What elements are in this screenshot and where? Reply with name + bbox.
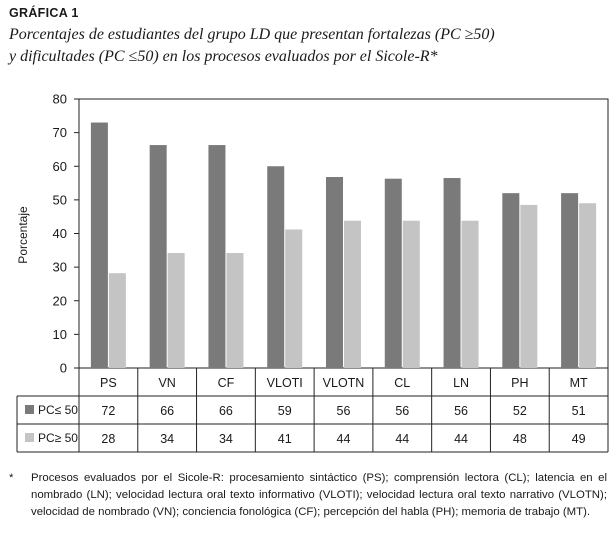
data-table	[17, 368, 608, 452]
bar-pc-ge-50-cl	[403, 221, 420, 368]
data-label: 56	[395, 404, 410, 418]
x-category-label: PS	[100, 376, 117, 390]
bar-chart	[0, 80, 613, 455]
y-axis-label: Porcentaje	[16, 206, 30, 264]
y-tick-label: 80	[52, 91, 67, 107]
y-tick-label: 30	[52, 259, 67, 275]
legend-label: PC≤ 50	[38, 403, 78, 417]
y-tick-label: 40	[52, 226, 67, 241]
data-label: 41	[277, 432, 292, 446]
chart-title	[9, 24, 599, 68]
x-category-label: PH	[511, 376, 529, 390]
bar-pc-le-50-cf	[208, 145, 225, 368]
footnote	[9, 470, 607, 521]
chart-title-line-2: y dificultades (PC ≤50) en los procesos evaluados por el Sicole-R*	[9, 48, 438, 65]
x-category-label: VN	[158, 376, 176, 390]
data-label: 34	[160, 432, 175, 446]
bar-pc-le-50-ph	[502, 193, 519, 368]
x-category-label: CF	[217, 376, 235, 390]
y-tick-label: 70	[52, 125, 67, 141]
y-tick-label: 50	[52, 192, 67, 208]
legend-label: PC≥ 50	[38, 431, 78, 445]
bar-pc-le-50-vloti	[267, 166, 284, 368]
legend-swatch-pc-le-50	[25, 405, 34, 414]
x-category-label: CL	[394, 376, 411, 390]
bar-pc-ge-50-vlotn	[344, 221, 361, 368]
bar-pc-ge-50-ln	[462, 221, 479, 368]
x-category-label: LN	[453, 376, 470, 390]
y-tick-label: 0	[59, 360, 67, 376]
figure-label: GRÁFICA 1	[9, 6, 79, 20]
x-category-label: MT	[569, 376, 588, 390]
chart-title-line-1: Porcentajes de estudiantes del grupo LD que presentan fortalezas (PC ≥50)	[9, 26, 495, 43]
bar-pc-le-50-mt	[561, 193, 578, 368]
data-label: 44	[336, 432, 351, 446]
data-label: 34	[218, 432, 233, 446]
data-label: 28	[101, 432, 116, 446]
bar-pc-le-50-cl	[385, 179, 402, 368]
bar-pc-ge-50-vn	[168, 253, 185, 368]
data-label: 66	[218, 404, 233, 418]
bar-pc-ge-50-vloti	[285, 229, 302, 368]
footnote-mark: *	[9, 472, 14, 484]
bar-pc-le-50-ln	[444, 178, 461, 368]
bar-pc-ge-50-cf	[226, 253, 243, 368]
data-label: 52	[512, 404, 527, 418]
y-axis	[53, 92, 79, 376]
y-tick-label: 20	[52, 293, 67, 309]
bar-pc-ge-50-ps	[109, 273, 126, 368]
y-tick-label: 60	[52, 158, 67, 174]
bar-pc-ge-50-mt	[579, 203, 596, 368]
data-label: 44	[395, 432, 410, 446]
x-category-label: VLOTI	[266, 376, 303, 390]
bar-series	[91, 123, 596, 368]
data-label: 48	[512, 432, 527, 446]
bar-pc-le-50-vn	[150, 145, 167, 368]
legend-swatch-pc-ge-50	[25, 433, 34, 442]
data-label: 56	[336, 404, 351, 418]
data-label: 51	[571, 404, 586, 418]
y-tick-label: 10	[52, 326, 67, 342]
footnote-text: Procesos evaluados por el Sicole-R: procesamiento sintáctico (PS); comprensión lectora (CL); latencia en el nombrado (LN); velocidad lectura oral texto informativo (VLOTI); velocidad lectura oral texto narrativo (VLOTN); velocidad de nombrado (VN); conciencia fonológica (CF); percepción del habla (PH); memoria de trabajo (MT).	[31, 472, 607, 518]
data-label: 72	[101, 404, 116, 418]
data-label: 59	[277, 404, 292, 418]
data-label: 56	[454, 404, 469, 418]
bar-pc-le-50-vlotn	[326, 177, 343, 368]
data-label: 44	[454, 432, 469, 446]
x-category-label: VLOTN	[322, 376, 365, 390]
data-label: 49	[571, 432, 586, 446]
bar-pc-ge-50-ph	[520, 205, 537, 368]
bar-pc-le-50-ps	[91, 123, 108, 368]
data-label: 66	[160, 404, 175, 418]
